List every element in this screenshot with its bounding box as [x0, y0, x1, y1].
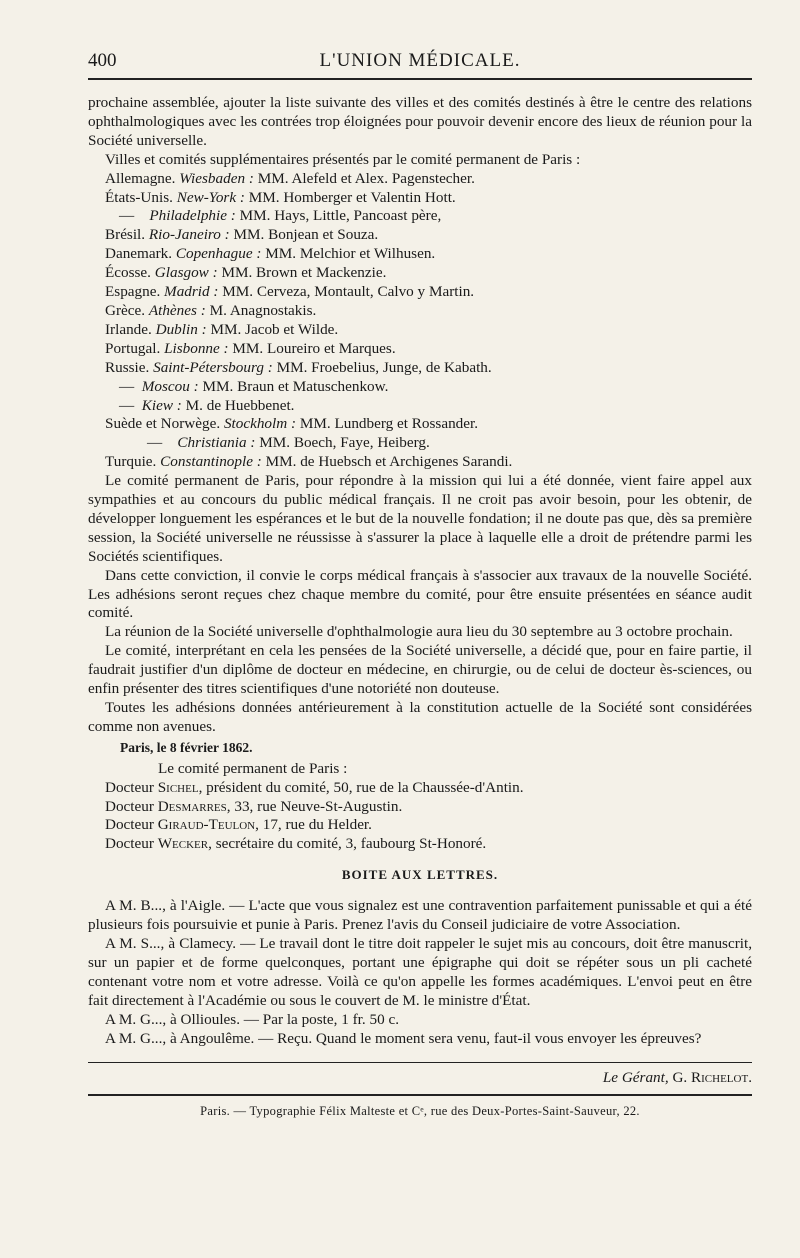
page-number: 400	[88, 50, 117, 71]
city-list	[88, 170, 752, 473]
doctor-entry: Docteur Wecker, secrétaire du comité, 3, faubourg St-Honoré.	[105, 835, 487, 853]
body-paragraph: Le comité, interprétant en cela les pensées de la Société universelle, a décidé que, pour en faire partie, il faudrait justifier d'un diplôme de docteur en médecine, en chirurgie, ou de celui de docteur ès-sciences, ou enfin présenter des titres scientifiques d'une notoriété non douteuse.	[88, 642, 752, 698]
city-entry: Grèce. Athènes : M. Anagnostakis.	[105, 301, 317, 319]
city-entry: Espagne. Madrid : MM. Cerveza, Montault, Calvo y Martin.	[105, 283, 475, 301]
letter-reply: A M. G..., à Ollioules. — Par la poste, 1 fr. 50 c.	[105, 1010, 400, 1028]
city-entry: Suède et Norwège. Stockholm : MM. Lundberg et Rossander.	[105, 415, 479, 433]
printer-imprint: Paris. — Typographie Félix Malteste et Cᵉ, rue des Deux-Portes-Saint-Sauveur, 22.	[88, 1094, 752, 1121]
gerant-signature: Le Gérant, G. Richelot.	[88, 1062, 752, 1088]
city-entry: — Christiania : MM. Boech, Faye, Heiberg.	[147, 434, 430, 452]
signature-heading: Le comité permanent de Paris :	[158, 759, 348, 777]
letter-reply: A M. G..., à Angoulême. — Reçu. Quand le moment sera venu, faut-il vous envoyer les épreuves?	[105, 1029, 702, 1047]
city-entry: Russie. Saint-Pétersbourg : MM. Froebelius, Junge, de Kabath.	[105, 358, 492, 376]
doctor-list	[88, 779, 752, 855]
date-line: Paris, le 8 février 1862.	[120, 739, 253, 755]
city-entry: États-Unis. New-York : MM. Homberger et Valentin Hott.	[105, 188, 456, 206]
city-entry: — Moscou : MM. Braun et Matuschenkow.	[119, 377, 389, 395]
doctor-entry: Docteur Giraud-Teulon, 17, rue du Helder.	[105, 816, 372, 834]
doctor-entry: Docteur Desmarres, 33, rue Neuve-St-Augustin.	[105, 797, 403, 815]
city-entry: Irlande. Dublin : MM. Jacob et Wilde.	[105, 320, 339, 338]
city-entry: Turquie. Constantinople : MM. de Huebsch et Archigenes Sarandi.	[105, 453, 513, 471]
running-title: L'UNION MÉDICALE.	[319, 50, 521, 71]
city-entry: — Philadelphie : MM. Hays, Little, Pancoast père,	[119, 207, 442, 225]
section-heading: BOITE AUX LETTRES.	[341, 867, 499, 883]
city-entry: — Kiew : M. de Huebbenet.	[119, 396, 295, 414]
list-heading: Villes et comités supplémentaires présentés par le comité permanent de Paris :	[105, 150, 581, 168]
letter-reply: A M. B..., à l'Aigle. — L'acte que vous signalez est une contravention parfaitement punissable et qui a été plusieurs fois poursuivie et punie à Paris. Prenez l'avis du Conseil judiciaire de votre Association.	[88, 897, 752, 934]
letter-reply: A M. S..., à Clamecy. — Le travail dont le titre doit rappeler le sujet mis au concours, doit être manuscrit, sur un papier et de forme quelconques, portant une épigraphe qui doit se répéter sous un pli cacheté contenant votre nom et votre adresse. Voilà ce qu'on appelle les formes académiques. L'envoi peut en être fait directement à l'Académie ou sous le couvert de M. le ministre d'État.	[88, 934, 752, 1009]
journal-page	[88, 44, 752, 1121]
intro-paragraph: prochaine assemblée, ajouter la liste suivante des villes et des comités destinés à être le centre des relations ophthalmologiques avec les contrées trop éloignées pour pouvoir devenir encore des lieux de réunion pour la Société universelle.	[88, 94, 752, 149]
body-paragraph: La réunion de la Société universelle d'ophthalmologie aura lieu du 30 septembre au 3 octobre prochain.	[105, 623, 733, 641]
body-paragraph: Toutes les adhésions données antérieurement à la constitution actuelle de la Société sont considérées comme non avenues.	[88, 699, 752, 735]
city-entry: Portugal. Lisbonne : MM. Loureiro et Marques.	[105, 339, 396, 357]
article-body	[88, 94, 752, 1121]
body-paragraph: Le comité permanent de Paris, pour répondre à la mission qui lui a été donnée, vient faire appel aux sympathies et au concours du public médical français. Il ne croit pas avoir besoin, pour les obtenir, de développer longuement les espérances et le but de la nouvelle fondation; il ne doute pas que, dès sa première session, la Société universelle ne réussisse à s'assurer la place à laquelle elle a droit de prétendre parmi les Sociétés scientifiques.	[88, 472, 752, 565]
doctor-entry: Docteur Sichel, président du comité, 50, rue de la Chaussée-d'Antin.	[105, 778, 524, 796]
city-entry: Danemark. Copenhague : MM. Melchior et Wilhusen.	[105, 245, 436, 263]
city-entry: Brésil. Rio-Janeiro : MM. Bonjean et Souza.	[105, 226, 379, 244]
city-entry: Allemagne. Wiesbaden : MM. Alefeld et Alex. Pagenstecher.	[105, 169, 475, 187]
page-header	[88, 44, 752, 80]
city-entry: Écosse. Glasgow : MM. Brown et Mackenzie.	[105, 264, 387, 282]
body-paragraph: Dans cette conviction, il convie le corps médical français à s'associer aux travaux de la nouvelle Société. Les adhésions seront reçues chez chaque membre du comité, pour être ensuite présentées en séance audit comité.	[88, 566, 752, 622]
